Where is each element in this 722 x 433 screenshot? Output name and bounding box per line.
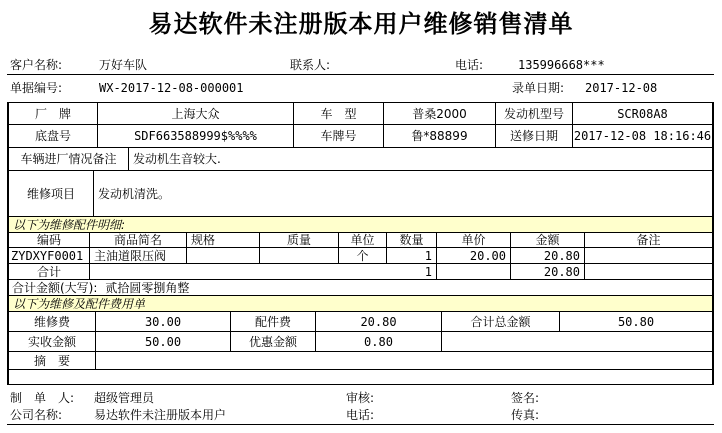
paid-value: 50.00 [96, 332, 231, 352]
repair-items-value: 发动机清洗。 [94, 171, 712, 217]
total-words-row [9, 280, 712, 296]
chassis-value: SDF663588999$%%%% [98, 125, 294, 148]
parts-total-label: 合计 [9, 264, 90, 280]
maker-label: 制 单 人: [10, 391, 75, 405]
footer-divider [7, 424, 714, 425]
summary-value [96, 352, 712, 370]
col-price: 单价 [437, 233, 511, 248]
col-code: 编码 [9, 233, 90, 248]
grand-total-value: 50.80 [560, 312, 712, 332]
model-label: 车 型 [294, 103, 384, 125]
engine-model-label: 发动机型号 [496, 103, 573, 125]
col-quality: 质量 [260, 233, 339, 248]
total-words-label: 合计金额(大写): [12, 280, 98, 295]
fees-empty [442, 332, 712, 352]
engine-model-value: SCR08A8 [573, 103, 712, 125]
plate-value: 鲁*88899 [384, 125, 496, 148]
phone-value: 135996668*** [518, 58, 605, 72]
contact-label: 联系人: [290, 58, 331, 72]
brand-label: 厂 牌 [9, 103, 98, 125]
discount-value: 0.80 [316, 332, 442, 352]
repair-date-label: 送修日期 [496, 125, 573, 148]
part-price: 20.00 [437, 248, 511, 264]
parts-total-price-empty [437, 264, 511, 280]
part-quality [260, 248, 339, 264]
parts-total-qty [90, 264, 437, 280]
phone-label: 电话: [455, 58, 484, 72]
fax-label: 传真: [511, 408, 540, 422]
repair-date-value: 2017-12-08 18:16:46 [573, 125, 712, 148]
maker-value: 超级管理员 [94, 391, 155, 405]
reviewer-label: 审核: [346, 391, 375, 405]
part-code: ZYDXYF0001 [9, 248, 90, 264]
chassis-label: 底盘号 [9, 125, 98, 148]
col-unit: 单位 [339, 233, 387, 248]
discount-label: 优惠金额 [231, 332, 316, 352]
part-name: 主油道限压阀 [90, 248, 187, 264]
signer-label: 签名: [511, 391, 540, 405]
col-amount: 金额 [511, 233, 585, 248]
model-value: 普桑2000 [384, 103, 496, 125]
labor-fee-label: 维修费 [9, 312, 96, 332]
parts-total-amount: 20.80 [511, 264, 585, 280]
fees-band: 以下为维修及配件费用单 [9, 296, 712, 312]
doc-no-value: WX-2017-12-08-000001 [99, 81, 244, 95]
paid-label: 实收金额 [9, 332, 96, 352]
repair-items-label: 维修项目 [9, 171, 94, 217]
labor-fee-value: 30.00 [96, 312, 231, 332]
doc-no-label: 单据编号: [10, 81, 63, 95]
entry-date-label: 录单日期: [512, 81, 565, 95]
company-label: 公司名称: [10, 408, 63, 422]
header-divider-1 [7, 74, 714, 75]
customer-label: 客户名称: [10, 58, 63, 72]
summary-label: 摘 要 [9, 352, 96, 370]
page-title: 易达软件未注册版本用户维修销售清单 [148, 10, 574, 38]
part-amount: 20.80 [511, 248, 585, 264]
condition-label: 车辆进厂情况备注 [9, 148, 129, 171]
brand-value: 上海大众 [98, 103, 294, 125]
total-words-value: 贰拾圆零捌角整 [105, 280, 190, 295]
part-qty: 1 [387, 248, 437, 264]
condition-value: 发动机生音较大. [129, 148, 712, 171]
parts-total-note-empty [585, 264, 712, 280]
footer-phone-label: 电话: [346, 408, 375, 422]
parts-fee-value: 20.80 [316, 312, 442, 332]
part-unit: 个 [339, 248, 387, 264]
part-spec [187, 248, 260, 264]
col-note: 备注 [585, 233, 712, 248]
col-spec: 规格 [187, 233, 260, 248]
grand-total-label: 合计总金额 [442, 312, 560, 332]
customer-value: 万好车队 [99, 58, 148, 72]
parts-band: 以下为维修配件明细: [9, 217, 712, 233]
part-note [585, 248, 712, 264]
invoice-grid [7, 102, 714, 385]
entry-date-value: 2017-12-08 [585, 81, 658, 95]
parts-total-qty-value: 1 [424, 264, 432, 279]
parts-fee-label: 配件费 [231, 312, 316, 332]
col-name: 商品简名 [90, 233, 187, 248]
col-qty: 数量 [387, 233, 437, 248]
plate-label: 车牌号 [294, 125, 384, 148]
company-value: 易达软件未注册版本用户 [94, 408, 227, 422]
